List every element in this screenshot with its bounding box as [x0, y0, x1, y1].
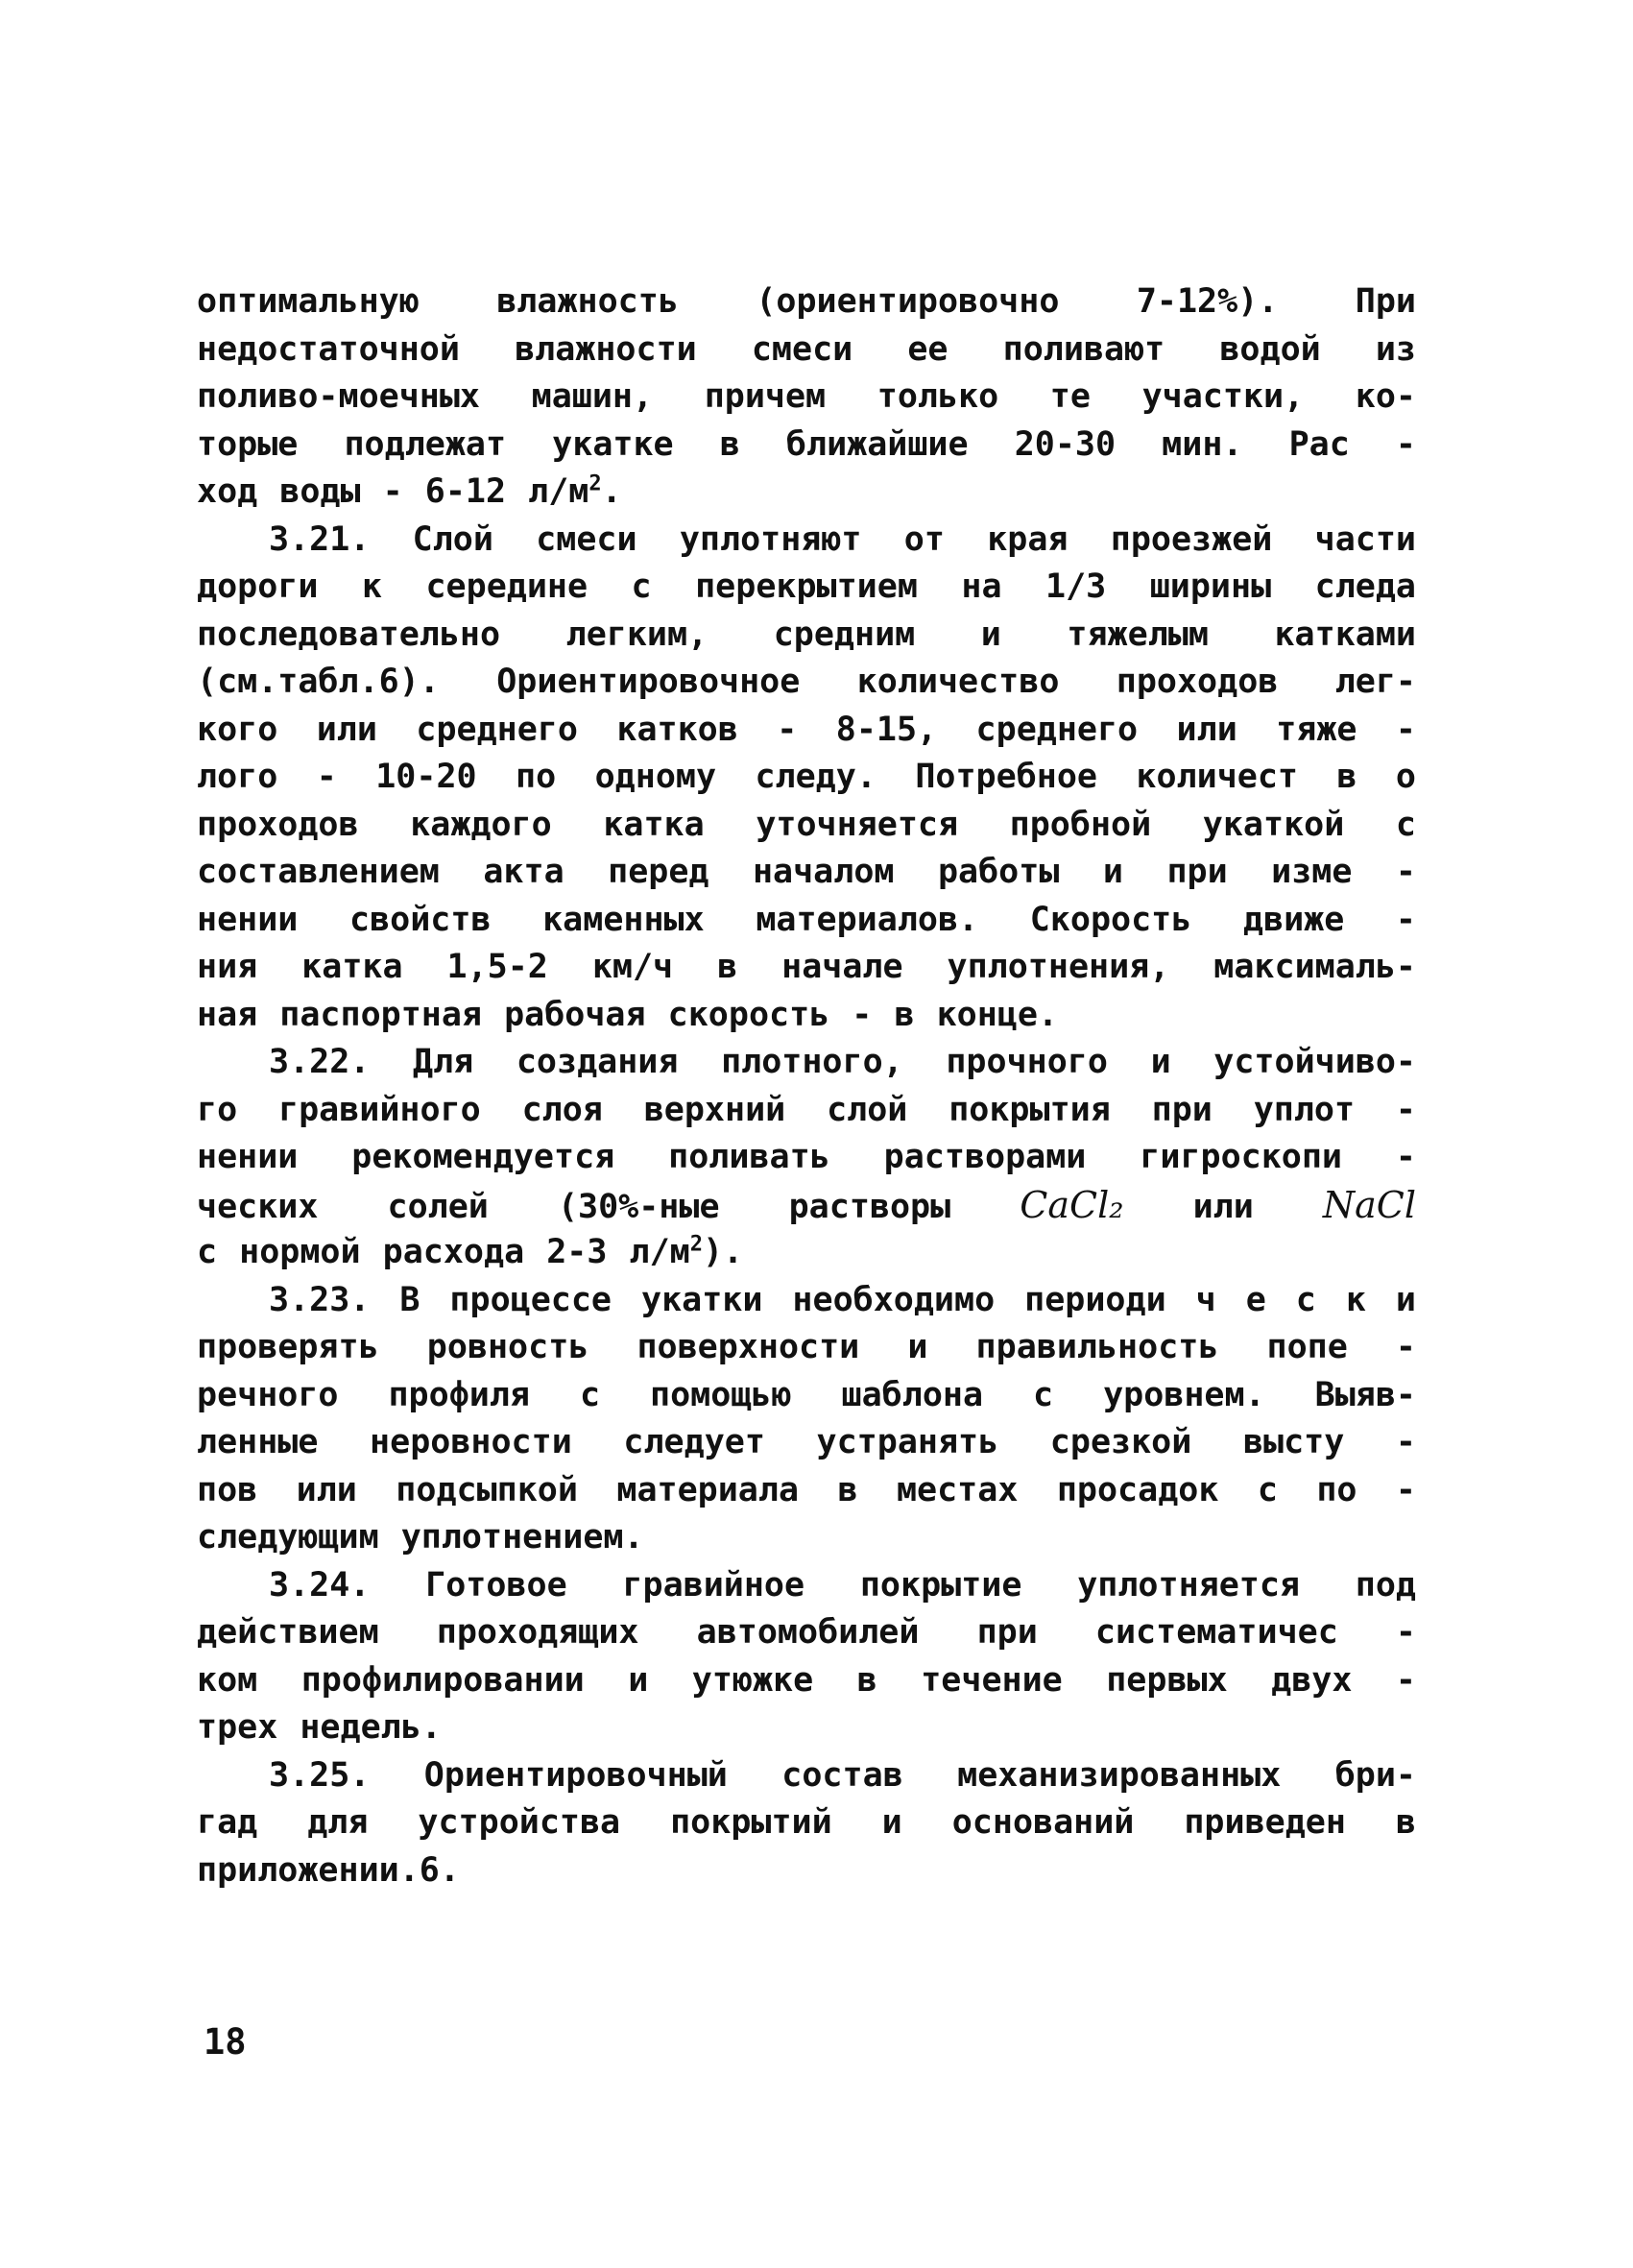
text-line: недостаточной влажности смеси ее поливают водой из	[197, 329, 1416, 369]
text-line: лого - 10-20 по одному следу. Потребное количест в о	[197, 758, 1416, 796]
text-line: проходов каждого катка уточняется пробной укаткой с	[197, 805, 1416, 844]
text-fragment: или	[1192, 1187, 1254, 1226]
text-line: следующим уплотнением.	[197, 1518, 644, 1556]
text-line	[197, 1182, 1416, 1230]
text-line: нении рекомендуется поливать растворами гигроскопи -	[197, 1138, 1416, 1176]
paragraph-start-3-24: 3.24. Готовое гравийное покрытие уплотняется под	[269, 1565, 1416, 1604]
text-fragment: ).	[702, 1233, 744, 1271]
text-line	[197, 469, 1416, 517]
text-line: ком профилировании и утюжке в течение первых двух -	[197, 1660, 1416, 1700]
text-line: нении свойств каменных материалов. Скорость движе -	[197, 900, 1416, 939]
body-text	[197, 278, 1416, 1894]
text-line: ния катка 1,5-2 км/ч в начале уплотнения, максималь-	[197, 948, 1416, 986]
chemical-formula-nacl: NaCl	[1322, 1183, 1417, 1226]
text-line: проверять ровность поверхности и правильность попе -	[197, 1328, 1416, 1366]
text-line: действием проходящих автомобилей при систематичес -	[197, 1613, 1416, 1652]
page-number: 18	[204, 2021, 247, 2063]
text-line: гад для устройства покрытий и оснований приведен в	[197, 1803, 1416, 1842]
chemical-formula-cacl2: CaCl₂	[1020, 1183, 1124, 1226]
text-fragment: .	[601, 472, 622, 511]
text-line: кого или среднего катков - 8-15, среднего или тяже -	[197, 710, 1416, 749]
paragraph-start-3-22: 3.22. Для создания плотного, прочного и устойчиво-	[269, 1043, 1416, 1081]
superscript: 2	[689, 1232, 703, 1257]
text-line: пов или подсыпкой материала в местах просадок с по -	[197, 1470, 1416, 1509]
text-line: поливо-моечных машин, причем только те участки, ко-	[197, 377, 1416, 416]
text-line: ленные неровности следует устранять срезкой высту -	[197, 1423, 1416, 1461]
text-line: (см.табл.6). Ориентировочное количество проходов лег-	[197, 663, 1416, 701]
text-line: приложении.6.	[197, 1850, 460, 1890]
paragraph-start-3-23: 3.23. В процессе укатки необходимо периоди ч е с к и	[269, 1280, 1416, 1319]
text-line: речного профиля с помощью шаблона с уровнем. Выяв-	[197, 1375, 1416, 1414]
text-line: составлением акта перед началом работы и при изме -	[197, 853, 1416, 891]
text-fragment: ческих солей (30%-ные растворы	[197, 1187, 951, 1226]
paragraph-start-3-25: 3.25. Ориентировочный состав механизированных бри-	[269, 1755, 1416, 1795]
text-line: оптимальную влажность (ориентировочно 7-12%). При	[197, 282, 1416, 321]
superscript: 2	[588, 471, 602, 496]
text-line	[197, 1229, 1416, 1277]
text-line: последовательно легким, средним и тяжелым катками	[197, 615, 1416, 654]
text-line: го гравийного слоя верхний слой покрытия при уплот -	[197, 1090, 1416, 1129]
text-fragment: ход воды - 6-12 л/м	[197, 472, 589, 511]
text-line: ная паспортная рабочая скорость - в конце.	[197, 995, 1059, 1034]
text-line: дороги к середине с перекрытием на 1/3 ширины следа	[197, 567, 1416, 606]
text-line: торые подлежат укатке в ближайшие 20-30 мин. Рас -	[197, 424, 1416, 464]
text-line: трех недель.	[197, 1708, 442, 1747]
text-fragment: с нормой расхода 2-3 л/м	[197, 1233, 690, 1271]
paragraph-start-3-21: 3.21. Слой смеси уплотняют от края проезжей части	[269, 519, 1416, 559]
